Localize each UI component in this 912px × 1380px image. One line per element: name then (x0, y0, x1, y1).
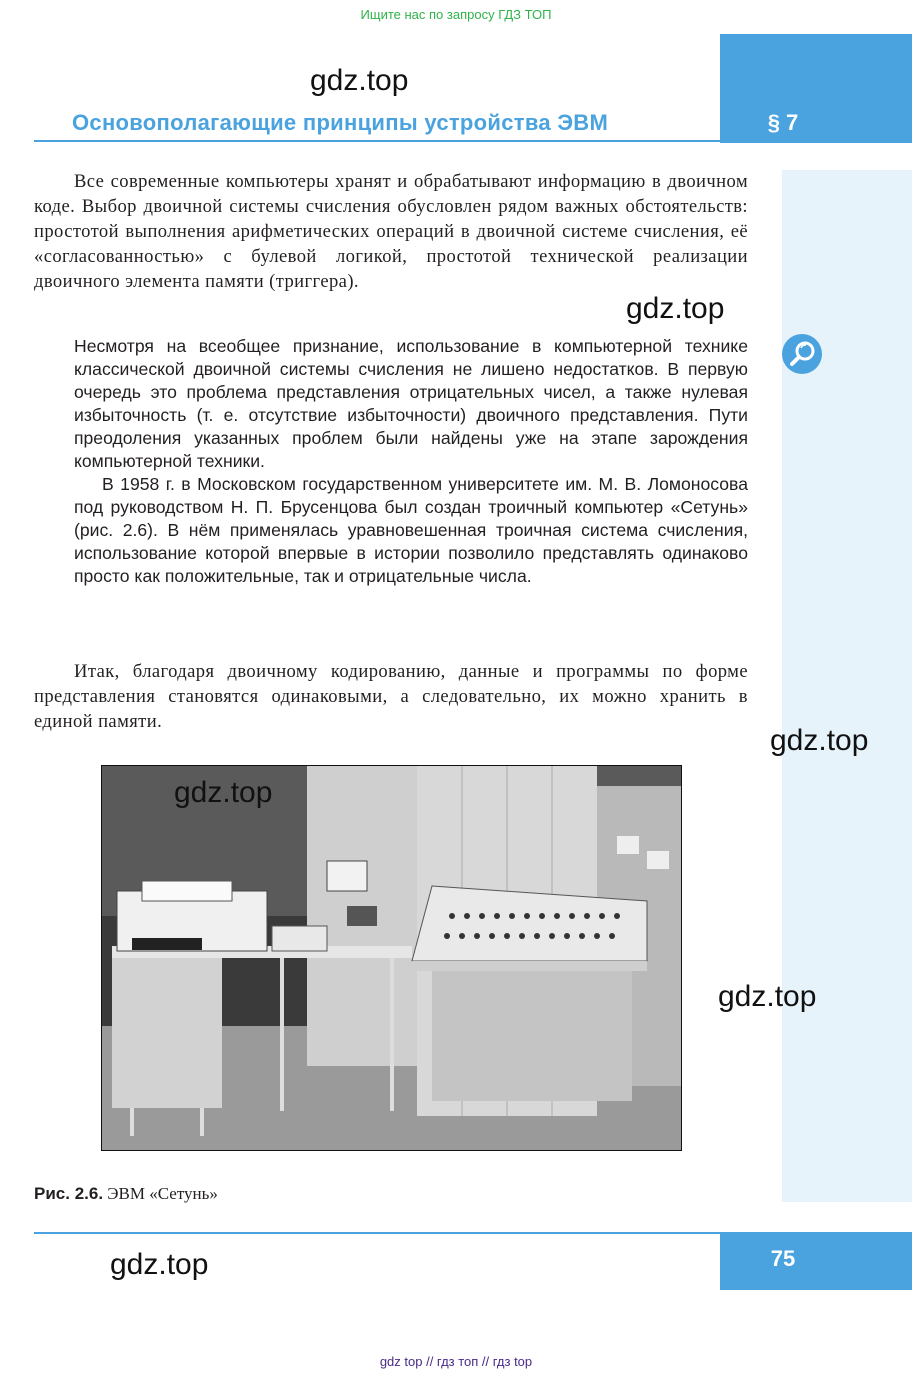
page-number: 75 (770, 1246, 796, 1271)
watermark: gdz.top (110, 1248, 209, 1281)
section-number: § 7 (767, 110, 799, 135)
watermark: gdz.top (718, 980, 817, 1013)
side-margin-strip (782, 170, 912, 1202)
setun-computer-photo (101, 765, 682, 1151)
watermark: gdz.top (626, 292, 725, 325)
intro-paragraph (34, 169, 748, 294)
aside-paragraph-2: В 1958 г. в Московском государственном университете им. М. В. Ломоносова под руководством Н. П. Брусенцова был создан троичный компьютер «Сетунь» (рис. 2.6). В нём применялась уравновешенная троичная система счисления, использование которой впервые в истории позволило представлять одинаково просто как положительные, так и отрицательные числа. (74, 474, 748, 586)
figure-label: Рис. 2.6. (34, 1184, 104, 1203)
watermark: gdz.top (770, 724, 869, 757)
top-note[interactable]: Ищите нас по запросу ГДЗ ТОП (360, 7, 552, 22)
page-title: Основополагающие принципы устройства ЭВМ (72, 110, 609, 135)
figure-caption (34, 1184, 218, 1204)
aside-block (74, 335, 748, 588)
footer-note[interactable]: gdz top // гдз топ // гдз top (379, 1354, 533, 1369)
conclusion-text: Итак, благодаря двоичному кодированию, данные и программы по форме представления становятся одинаковыми, а следовательно, их можно хранить в единой памяти. (34, 661, 748, 732)
conclusion-paragraph (34, 659, 748, 734)
watermark: gdz.top (310, 64, 409, 97)
figure-caption-text: ЭВМ «Сетунь» (107, 1184, 218, 1203)
search-icon (782, 334, 822, 374)
watermark: gdz.top (174, 776, 273, 809)
header-divider (34, 140, 720, 142)
aside-paragraph-1: Несмотря на всеобщее признание, использование в компьютерной технике классической двоичной системы счисления не лишено недостатков. В первую очередь это проблема представления отрицательных чисел, а также нулевая избыточность (т. е. отсутствие избыточности) двоичного представления. Пути преодоления указанных проблем были найдены уже на этапе зарождения компьютерной техники. (74, 336, 748, 471)
footer-divider (34, 1232, 720, 1234)
intro-text: Все современные компьютеры хранят и обрабатывают информацию в двоичном коде. Выбор двоичной системы счисления обусловлен рядом важных обстоятельств: простотой выполнения арифметических операций в двоичной системе счисления, её «согласованностью» с булевой логикой, простотой технической реализации двоичного элемента памяти (триггера). (34, 171, 748, 292)
